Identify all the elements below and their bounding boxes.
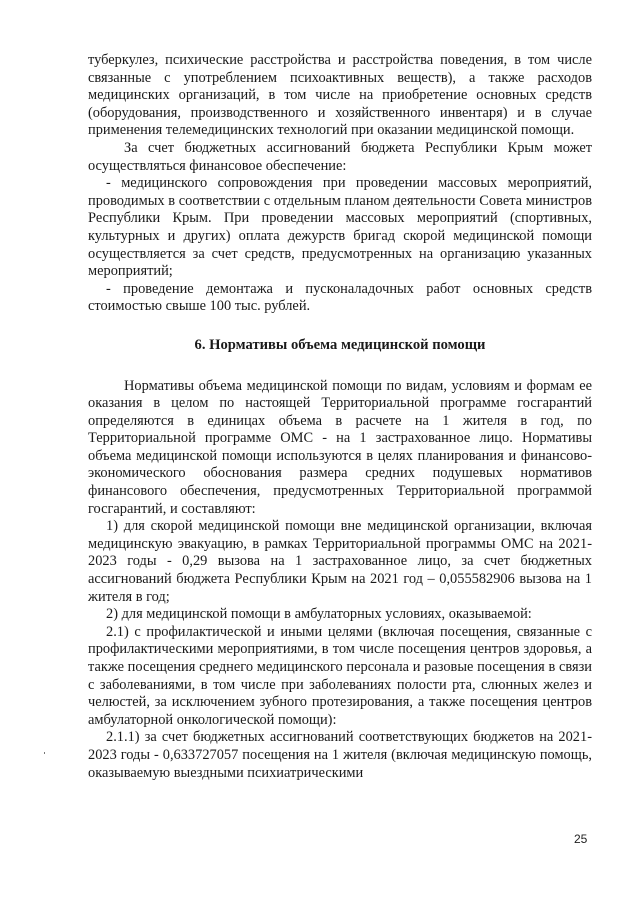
page-number: 25 bbox=[574, 832, 588, 846]
section-heading: 6. Нормативы объема медицинской помощи bbox=[194, 336, 486, 353]
list-item-dismantling: - проведение демонтажа и пусконаладочных работ основных средств стоимостью свыше 100 тыс. рублей. bbox=[88, 280, 592, 315]
scan-artifact bbox=[44, 752, 45, 754]
list-item-outpatient-care: 2) для медицинской помощи в амбулаторных условиях, оказываемой: bbox=[106, 606, 532, 623]
document-page bbox=[88, 52, 592, 782]
paragraph-continuation: туберкулез, психические расстройства и расстройства поведения, в том числе связанные с употреблением психоактивных веществ), а также расходов медицинских организаций, в том числе на приобретение основных средств (оборудования, производственного и хозяйственного инвентаря) и в случае применения телемедицинских технологий при оказании медицинской помощи. bbox=[88, 52, 592, 139]
paragraph-budget-financing: За счет бюджетных ассигнований бюджета Республики Крым может осуществляться финансовое обеспечение: bbox=[88, 139, 592, 174]
list-item-emergency-care: 1) для скорой медицинской помощи вне медицинской организации, включая медицинскую эвакуацию, в рамках Территориальной программы ОМС на 2021-2023 годы - 0,29 вызова на 1 застрахованное лицо, за счет бюджетных ассигнований бюджета Республики Крым на 2021 год – 0,055582906 вызова на 1 жителя в год; bbox=[88, 518, 592, 605]
list-item-medical-support: - медицинского сопровождения при проведении массовых мероприятий, проводимых в соответствии с отдельным планом деятельности Совета министров Республики Крым. При проведении массовых мероприятий (спортивных, культурных и других) оплата дежурств бригад скорой медицинской помощи осуществляется за счет средств, предусмотренных на организацию указанных мероприятий; bbox=[88, 175, 592, 280]
paragraph-norms-intro: Нормативы объема медицинской помощи по видам, условиям и формам ее оказания в целом по настоящей Территориальной программе госгарантий определяются в единицах объема в расчете на 1 жителя в год, по Территориальной программе ОМС - на 1 застрахованное лицо. Нормативы объема медицинской помощи используются в целях планирования и финансово-экономического обоснования размера средних подушевых нормативов финансового обеспечения, предусмотренных Территориальной программой госгарантий, и составляют: bbox=[88, 377, 592, 517]
list-item-budget-visits: 2.1.1) за счет бюджетных ассигнований соответствующих бюджетов на 2021-2023 годы - 0,633727057 посещения на 1 жителя (включая медицинскую помощь, оказываемую выездными психиатрическими bbox=[88, 729, 592, 781]
list-item-preventive-visits: 2.1) с профилактической и иными целями (включая посещения, связанные с профилактическими мероприятиями, в том числе посещения центров здоровья, а также посещения среднего медицинского персонала и разовые посещения в связи с заболеваниями, в том числе при заболеваниях полости рта, слюнных желез и челюстей, за исключением зубного протезирования, а также посещения центров амбулаторной онкологической помощи): bbox=[88, 623, 592, 728]
